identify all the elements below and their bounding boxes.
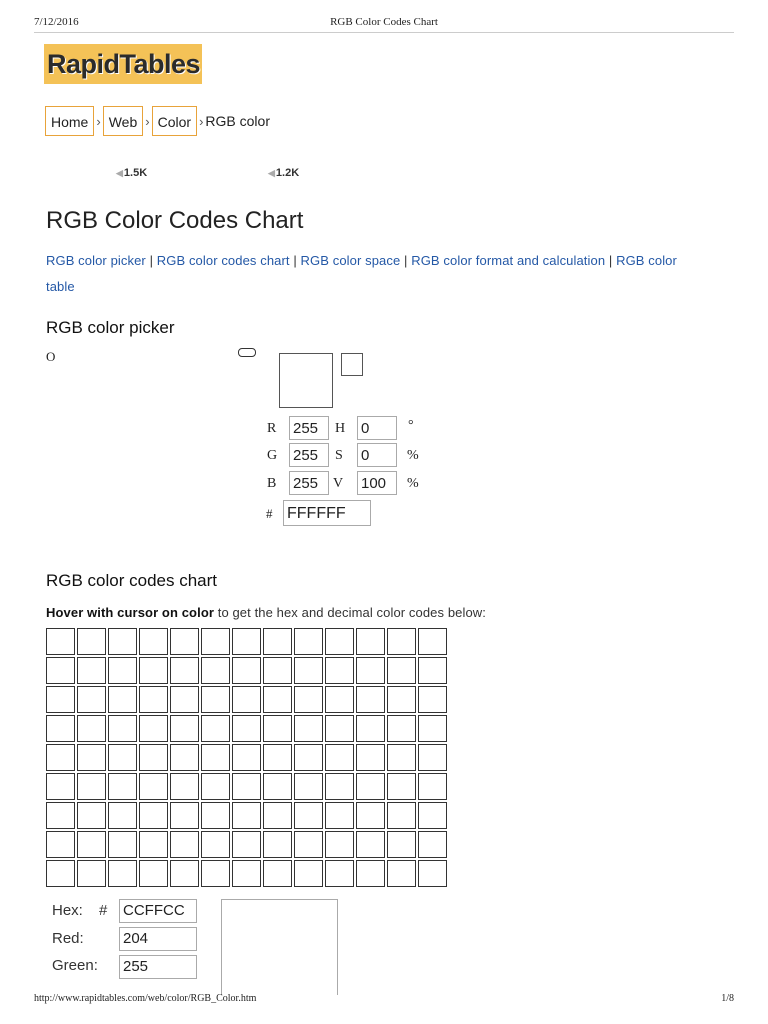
color-chart-cell[interactable] [294, 744, 323, 771]
color-chart-cell[interactable] [418, 860, 447, 887]
hex-hash: # [99, 902, 108, 919]
color-chart-cell[interactable] [170, 628, 199, 655]
color-chart-cell[interactable] [418, 831, 447, 858]
input-blue[interactable]: 255 [289, 471, 329, 495]
breadcrumb-home[interactable]: Home [45, 106, 94, 136]
color-chart-cell[interactable] [356, 831, 385, 858]
previous-color-swatch [341, 353, 363, 376]
share-count-1[interactable] [116, 167, 147, 179]
picker-heading: RGB color picker [46, 318, 175, 337]
color-chart-cell[interactable] [263, 628, 292, 655]
color-chart-cell[interactable] [46, 860, 75, 887]
red-label: Red: [52, 930, 84, 947]
breadcrumb-color[interactable]: Color [152, 106, 197, 136]
color-chart-cell[interactable] [263, 744, 292, 771]
color-chart-cell[interactable] [387, 657, 416, 684]
color-chart-cell[interactable] [387, 628, 416, 655]
print-url: http://www.rapidtables.com/web/color/RGB_Color.htm [34, 993, 257, 1004]
color-chart-cell[interactable] [77, 802, 106, 829]
color-chart-cell[interactable] [387, 802, 416, 829]
color-chart-cell[interactable] [170, 860, 199, 887]
color-chart-cell[interactable] [356, 628, 385, 655]
color-chart-cell[interactable] [263, 860, 292, 887]
toc-separator: | [289, 253, 301, 268]
color-chart-cell[interactable] [294, 686, 323, 713]
color-chart-cell[interactable] [46, 744, 75, 771]
color-chart-cell[interactable] [77, 860, 106, 887]
input-green[interactable]: 255 [289, 443, 329, 467]
color-chart-cell[interactable] [108, 860, 137, 887]
input-red[interactable]: 255 [289, 416, 329, 440]
color-chart-cell[interactable] [77, 628, 106, 655]
unit-degree: ° [408, 418, 414, 433]
color-chart-cell[interactable] [77, 715, 106, 742]
color-chart-grid [46, 628, 447, 887]
color-chart-cell[interactable] [418, 628, 447, 655]
color-chart-cell[interactable] [356, 860, 385, 887]
label-h: H [335, 421, 346, 436]
breadcrumb-web[interactable]: Web [103, 106, 144, 136]
color-chart-cell[interactable] [418, 657, 447, 684]
label-v: V [333, 476, 344, 491]
chart-heading: RGB color codes chart [46, 571, 218, 590]
color-chart-cell[interactable] [325, 686, 354, 713]
color-chart-cell[interactable] [139, 744, 168, 771]
toc-link-space[interactable]: RGB color space [300, 253, 401, 268]
color-chart-cell[interactable] [46, 773, 75, 800]
color-chart-cell[interactable] [46, 831, 75, 858]
color-chart-cell[interactable] [356, 715, 385, 742]
label-r: R [267, 421, 277, 436]
color-chart-cell[interactable] [263, 802, 292, 829]
color-chart-cell[interactable] [46, 686, 75, 713]
input-value[interactable]: 100 [357, 471, 397, 495]
color-chart-cell[interactable] [325, 628, 354, 655]
color-chart-cell[interactable] [325, 860, 354, 887]
breadcrumb [45, 105, 270, 137]
color-chart-cell[interactable] [77, 773, 106, 800]
color-chart-cell[interactable] [387, 715, 416, 742]
color-chart-cell[interactable] [201, 744, 230, 771]
color-chart-cell[interactable] [108, 657, 137, 684]
share-count-1-value: 1.5K [123, 167, 148, 179]
color-chart-cell[interactable] [356, 773, 385, 800]
toc-separator: | [605, 253, 617, 268]
color-chart-cell[interactable] [325, 802, 354, 829]
color-chart-cell[interactable] [170, 744, 199, 771]
color-chart-cell[interactable] [201, 628, 230, 655]
color-chart-cell[interactable] [263, 715, 292, 742]
color-chart-cell[interactable] [201, 831, 230, 858]
color-chart-cell[interactable] [201, 715, 230, 742]
instruction-rest: to get the hex and decimal color codes below: [214, 605, 486, 620]
color-chart-cell[interactable] [387, 831, 416, 858]
color-chart-cell[interactable] [108, 715, 137, 742]
color-chart-cell[interactable] [418, 744, 447, 771]
color-chart-cell[interactable] [387, 860, 416, 887]
hex-label: Hex: [52, 902, 83, 919]
color-chart-cell[interactable] [139, 686, 168, 713]
output-hex[interactable]: CCFFCC [119, 899, 197, 923]
toc-separator: | [400, 253, 412, 268]
color-chart-cell[interactable] [232, 831, 261, 858]
color-chart-cell[interactable] [356, 686, 385, 713]
share-count-2[interactable] [268, 167, 299, 179]
color-chart-cell[interactable] [294, 831, 323, 858]
breadcrumb-current: RGB color [205, 113, 270, 129]
toc-link-picker[interactable]: RGB color picker [46, 253, 146, 268]
color-chart-cell[interactable] [387, 773, 416, 800]
color-chart-cell[interactable] [77, 831, 106, 858]
breadcrumb-separator: › [199, 113, 204, 129]
color-chart-cell[interactable] [170, 773, 199, 800]
color-chart-cell[interactable] [139, 715, 168, 742]
color-chart-cell[interactable] [108, 831, 137, 858]
color-chart-cell[interactable] [263, 773, 292, 800]
color-chart-cell[interactable] [418, 802, 447, 829]
page-title: RGB Color Codes Chart [46, 207, 304, 234]
color-chart-cell[interactable] [77, 657, 106, 684]
color-chart-cell[interactable] [325, 831, 354, 858]
color-chart-cell[interactable] [170, 686, 199, 713]
color-chart-cell[interactable] [201, 802, 230, 829]
color-chart-cell[interactable] [294, 802, 323, 829]
label-b: B [267, 476, 277, 491]
color-chart-cell[interactable] [108, 802, 137, 829]
site-logo[interactable]: RapidTables [44, 44, 202, 84]
share-arrow-icon: ◀ [268, 168, 275, 178]
input-saturation[interactable]: 0 [357, 443, 397, 467]
unit-percent-s: % [407, 448, 419, 463]
color-chart-cell[interactable] [325, 657, 354, 684]
breadcrumb-separator: › [145, 113, 150, 129]
color-chart-cell[interactable] [232, 628, 261, 655]
color-chart-cell[interactable] [139, 657, 168, 684]
color-chart-cell[interactable] [108, 686, 137, 713]
toc-link-chart[interactable]: RGB color codes chart [156, 253, 290, 268]
share-arrow-icon: ◀ [116, 168, 123, 178]
color-chart-cell[interactable] [201, 860, 230, 887]
color-chart-cell[interactable] [201, 657, 230, 684]
color-chart-cell[interactable] [356, 802, 385, 829]
print-date: 7/12/2016 [34, 16, 79, 28]
color-chart-cell[interactable] [170, 715, 199, 742]
color-chart-cell[interactable] [170, 657, 199, 684]
color-chart-cell[interactable] [139, 860, 168, 887]
color-chart-cell[interactable] [418, 773, 447, 800]
color-chart-cell[interactable] [139, 773, 168, 800]
color-chart-cell[interactable] [108, 744, 137, 771]
color-chart-cell[interactable] [325, 744, 354, 771]
color-chart-cell[interactable] [232, 657, 261, 684]
color-chart-cell[interactable] [139, 802, 168, 829]
color-chart-cell[interactable] [201, 773, 230, 800]
color-chart-cell[interactable] [170, 802, 199, 829]
color-chart-cell[interactable] [232, 773, 261, 800]
toc-separator: | [145, 253, 157, 268]
table-of-contents [46, 248, 686, 300]
color-chart-cell[interactable] [232, 744, 261, 771]
share-count-2-value: 1.2K [275, 167, 300, 179]
color-chart-cell[interactable] [294, 715, 323, 742]
color-chart-cell[interactable] [263, 831, 292, 858]
color-chart-cell[interactable] [356, 744, 385, 771]
color-chart-cell[interactable] [356, 657, 385, 684]
color-chart-cell[interactable] [139, 831, 168, 858]
breadcrumb-separator: › [96, 113, 101, 129]
input-hue[interactable]: 0 [357, 416, 397, 440]
color-chart-cell[interactable] [46, 802, 75, 829]
color-chart-cell[interactable] [294, 860, 323, 887]
print-title: RGB Color Codes Chart [330, 16, 438, 28]
color-chart-cell[interactable] [387, 744, 416, 771]
color-chart-cell[interactable] [294, 628, 323, 655]
color-chart-cell[interactable] [77, 744, 106, 771]
input-hex[interactable]: FFFFFF [283, 500, 371, 526]
color-chart-cell[interactable] [108, 773, 137, 800]
chart-instruction [46, 605, 486, 620]
output-green[interactable]: 255 [119, 955, 197, 979]
color-chart-cell[interactable] [46, 715, 75, 742]
print-page-number: 1/8 [721, 993, 734, 1004]
color-chart-cell[interactable] [263, 657, 292, 684]
color-chart-cell[interactable] [325, 715, 354, 742]
toc-link-table[interactable]: RGB color table [46, 253, 677, 294]
instruction-bold: Hover with cursor on color [46, 605, 215, 620]
label-g: G [267, 448, 278, 463]
color-chart-cell[interactable] [294, 657, 323, 684]
color-chart-cell[interactable] [263, 686, 292, 713]
label-s: S [335, 448, 343, 463]
color-chart-cell[interactable] [77, 686, 106, 713]
color-chart-cell[interactable] [46, 628, 75, 655]
header-divider [34, 32, 734, 33]
color-chart-cell[interactable] [232, 860, 261, 887]
color-chart-cell[interactable] [232, 802, 261, 829]
output-red[interactable]: 204 [119, 927, 197, 951]
green-label: Green: [52, 957, 98, 974]
color-chart-cell[interactable] [201, 686, 230, 713]
color-chart-cell[interactable] [46, 657, 75, 684]
picker-circle-icon[interactable]: O [46, 349, 56, 364]
color-chart-cell[interactable] [325, 773, 354, 800]
color-chart-cell[interactable] [387, 686, 416, 713]
label-hash: # [266, 506, 273, 521]
color-chart-cell[interactable] [294, 773, 323, 800]
color-chart-cell[interactable] [232, 715, 261, 742]
color-chart-cell[interactable] [108, 628, 137, 655]
color-chart-cell[interactable] [418, 686, 447, 713]
current-color-swatch [279, 353, 333, 408]
picker-handle-icon[interactable] [238, 348, 256, 357]
color-chart-cell[interactable] [418, 715, 447, 742]
color-chart-cell[interactable] [170, 831, 199, 858]
color-chart-cell[interactable] [139, 628, 168, 655]
color-preview-box [221, 899, 338, 995]
toc-link-format[interactable]: RGB color format and calculation [411, 253, 606, 268]
color-chart-cell[interactable] [232, 686, 261, 713]
unit-percent-v: % [407, 476, 419, 491]
